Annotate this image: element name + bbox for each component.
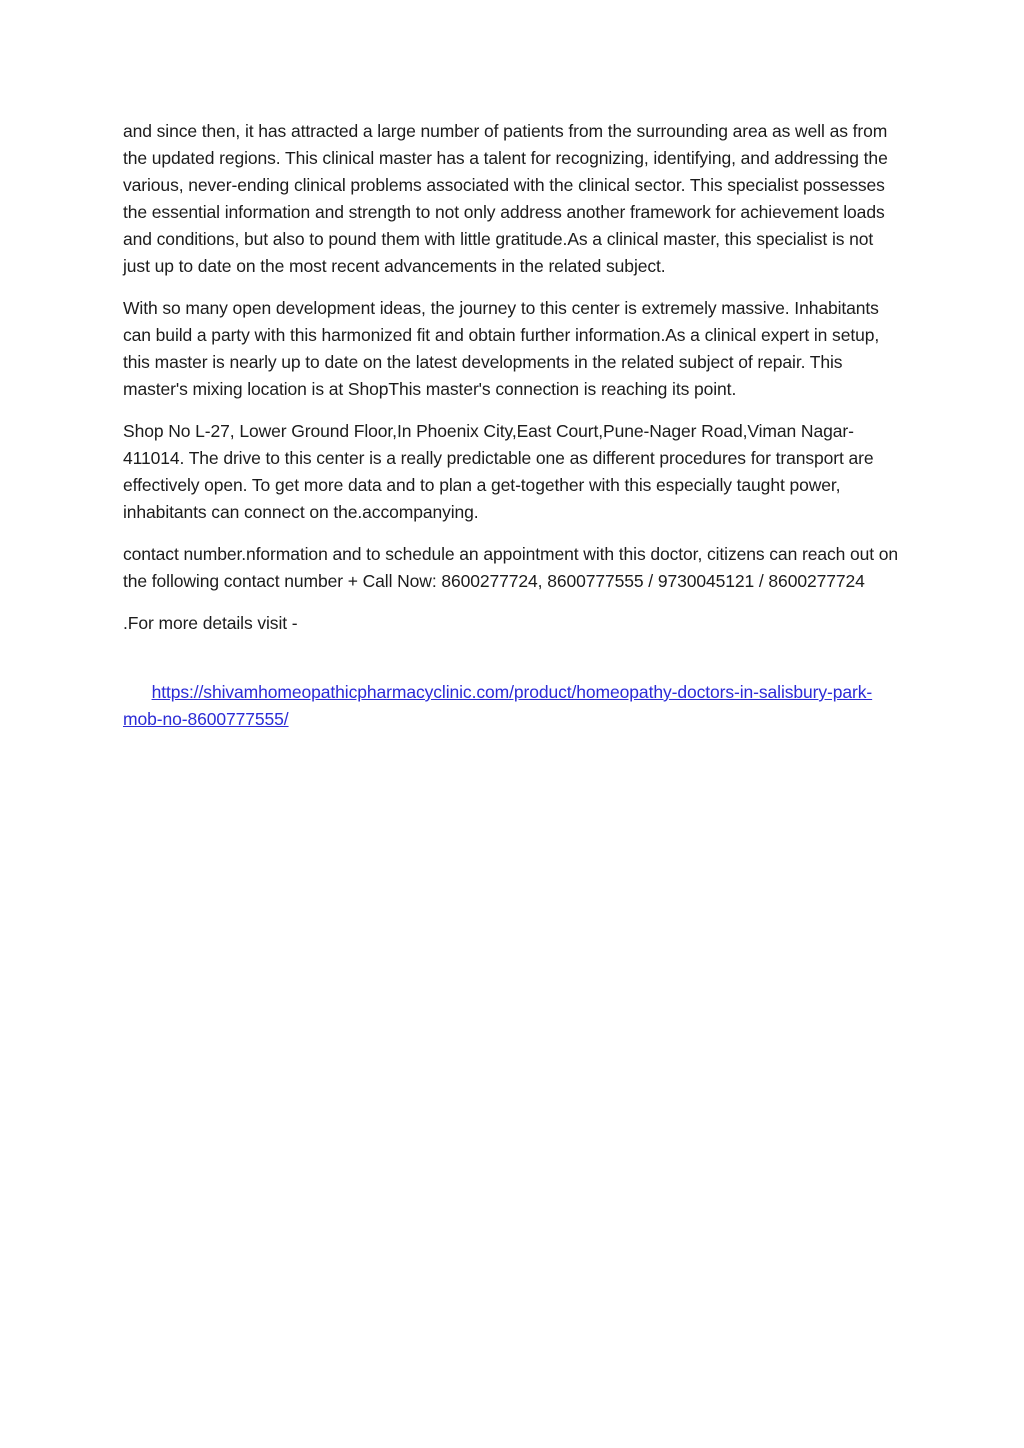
paragraph-clinic-history: and since then, it has attracted a large number of patients from the surrounding area as well as from the updated regions. This clinical master has a talent for recognizing, identifying, and addressing the various, never-ending clinical problems associated with the clinical sector. This specialist possesses the essential information and strength to not only address another framework for achievement loads and conditions, but also to pound them with little gratitude.As a clinical master, this specialist is not just up to date on the most recent advancements in the related subject.: [123, 121, 893, 276]
document-content: [123, 118, 903, 760]
more-details-label: .For more details visit -: [123, 613, 298, 633]
paragraph-contact-numbers: contact number.nformation and to schedule an appointment with this doctor, citizens can reach out on the following contact number + Call Now: 8600277724, 8600777555 / 9730045121 / 8600277724: [123, 544, 903, 591]
paragraph-address: Shop No L-27, Lower Ground Floor,In Phoenix City,East Court,Pune-Nager Road,Viman Nagar-411014. The drive to this center is a really predictable one as different procedures for transport are effectively open. To get more data and to plan a get-together with this especially taught power, inhabitants can connect on the.accompanying.: [123, 421, 879, 522]
link-paragraph: [123, 652, 903, 760]
paragraph-development-ideas: With so many open development ideas, the journey to this center is extremely massive. Inhabitants can build a party with this harmonized fit and obtain further information.As a clinical expert in setup, this master is nearly up to date on the latest developments in the related subject of repair. This master's mixing location is at ShopThis master's connection is reaching its point.: [123, 298, 884, 399]
clinic-product-link[interactable]: https://shivamhomeopathicpharmacyclinic.com/product/homeopathy-doctors-in-salisbury-park-mob-no-8600777555/: [123, 682, 873, 729]
